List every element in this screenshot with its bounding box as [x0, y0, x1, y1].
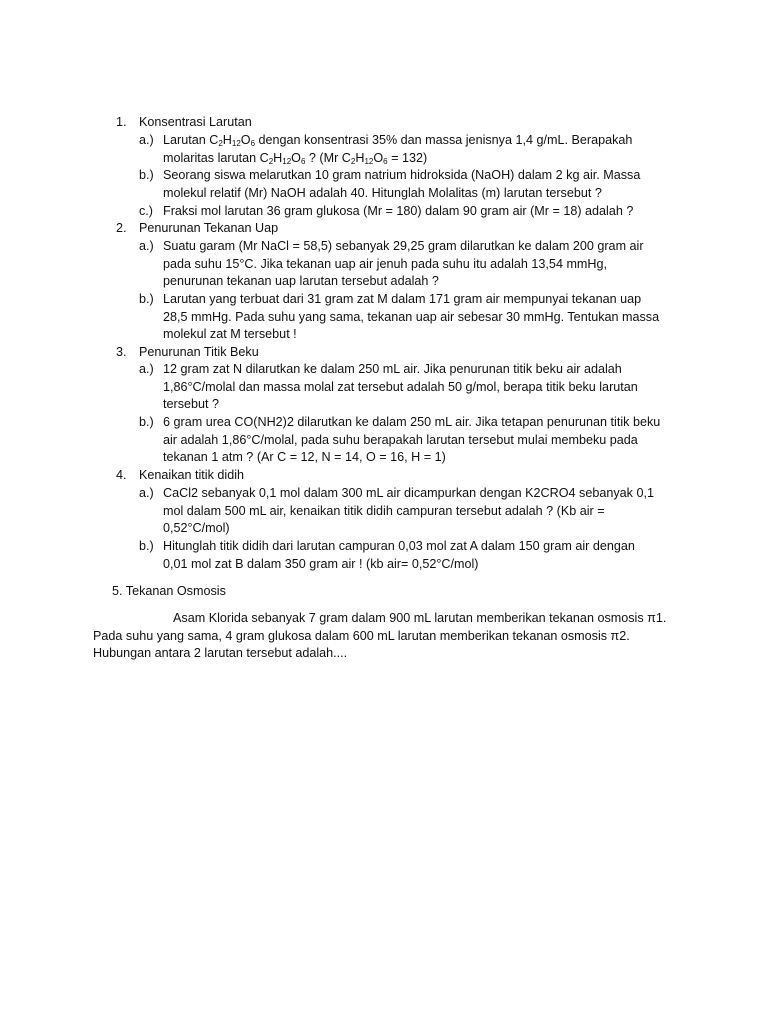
- text-line: air adalah 1,86°C/molal, pada suhu berapakah larutan tersebut mulai membeku pada: [163, 432, 638, 447]
- subscript: 6: [250, 139, 256, 148]
- item-text: [163, 538, 683, 573]
- section-number: 3.: [116, 345, 127, 359]
- text-line: molekul zat M tersebut !: [163, 327, 297, 342]
- section-number: 2.: [116, 221, 127, 235]
- item-text: [163, 167, 683, 202]
- subscript: 12: [282, 156, 292, 166]
- text-line: molaritas larutan $C_2H_{12}O_6$ ? (Mr $C_2H_{12}O_6 = 132$): [163, 150, 428, 166]
- text-line: Seorang siswa melarutkan 10 gram natrium hidroksida (NaOH) dalam 2 kg air. Massa: [163, 168, 641, 182]
- item-label: a.): [139, 486, 154, 500]
- item-label: b.): [139, 415, 154, 429]
- paragraph-line: Asam Klorida sebanyak 7 gram dalam 900 mL larutan memberikan tekanan osmosis π1.: [173, 611, 667, 625]
- text-line: mol dalam 500 mL air, kenaikan titik didih campuran tersebut adalah ? (Kb air =: [163, 503, 605, 518]
- text-line: 0,52°C/mol): [163, 521, 230, 536]
- item-label: a.): [139, 133, 154, 147]
- text-line: tekanan 1 atm ? (Ar C = 12, N = 14, O = 16, H = 1): [163, 450, 446, 465]
- text-line: molekul relatif (Mr) NaOH adalah 40. Hitunglah Molalitas (m) larutan tersebut ?: [163, 185, 602, 200]
- text-line: Hitunglah titik didih dari larutan campuran 0,03 mol zat A dalam 150 gram air dengan: [163, 539, 635, 553]
- text-line: tersebut ?: [163, 397, 220, 412]
- item-label: c.): [139, 204, 153, 218]
- item-text: [163, 238, 683, 291]
- text-line: 12 gram zat N dilarutkan ke dalam 250 mL air. Jika penurunan titik beku air adalah: [163, 362, 622, 376]
- item-label: a.): [139, 239, 154, 253]
- item-label: a.): [139, 362, 154, 376]
- text-line: Fraksi mol larutan 36 gram glukosa (Mr = 180) dalam 90 gram air (Mr = 18) adalah ?: [163, 204, 634, 218]
- section-title: Konsentrasi Larutan: [139, 115, 252, 129]
- section-number: 1.: [116, 115, 127, 129]
- item-label: b.): [139, 292, 154, 306]
- paragraph-line: Pada suhu yang sama, 4 gram glukosa dalam 600 mL larutan memberikan tekanan osmosis π2.: [93, 628, 630, 643]
- subscript: 12: [231, 139, 241, 148]
- subscript: 2: [350, 156, 356, 166]
- item-text: [163, 485, 683, 538]
- item-label: b.): [139, 168, 154, 182]
- section-title: Penurunan Tekanan Uap: [139, 221, 279, 235]
- subscript: 2: [218, 139, 223, 148]
- subscript: 2: [268, 156, 274, 166]
- item-text: [163, 203, 683, 221]
- text-line: Suatu garam (Mr NaCl = 58,5) sebanyak 29,25 gram dilarutkan ke dalam 200 gram air: [163, 239, 644, 253]
- text-line: Larutan $C_2H_{12}O_6$ dengan konsentrasi 35% dan massa jenisnya 1,4 g/mL. Berapakah: [163, 133, 633, 148]
- text-line: Larutan yang terbuat dari 31 gram zat M dalam 171 gram air mempunyai tekanan uap: [163, 292, 642, 306]
- text-line: pada suhu 15°C. Jika tekanan uap air jenuh pada suhu itu adalah 13,54 mmHg,: [163, 256, 608, 271]
- item-text: [163, 291, 683, 344]
- subscript: 6: [300, 156, 306, 166]
- section-number: 4.: [116, 468, 127, 482]
- item-text: [163, 132, 683, 167]
- text-line: 6 gram urea CO(NH2)2 dilarutkan ke dalam 250 mL air. Jika tetapan penurunan titik beku: [163, 415, 661, 429]
- text-line: 0,01 mol zat B dalam 350 gram air ! (kb air= 0,52°C/mol): [163, 556, 479, 571]
- subscript: 12: [364, 156, 374, 166]
- section-title: Kenaikan titik didih: [139, 468, 245, 482]
- text-line: CaCl2 sebanyak 0,1 mol dalam 300 mL air dicampurkan dengan K2CRO4 sebanyak 0,1: [163, 486, 654, 500]
- paragraph-line: Hubungan antara 2 larutan tersebut adalah....: [93, 646, 348, 661]
- osmosis-paragraph: [93, 610, 693, 663]
- text-line: penurunan tekanan uap larutan tersebut adalah ?: [163, 274, 439, 289]
- section-tekanan-osmosis-heading: 5. Tekanan Osmosis: [112, 584, 226, 598]
- item-label: b.): [139, 539, 154, 553]
- subscript: 6: [383, 156, 388, 166]
- item-text: [163, 414, 683, 467]
- text-line: 1,86°C/molal dan massa molal zat tersebut adalah 50 g/mol, berapa titik beku larutan: [163, 379, 638, 394]
- text-line: 28,5 mmHg. Pada suhu yang sama, tekanan uap air sebesar 30 mmHg. Tentukan massa: [163, 309, 660, 324]
- section-title: Penurunan Titik Beku: [139, 345, 259, 359]
- item-text: [163, 361, 683, 414]
